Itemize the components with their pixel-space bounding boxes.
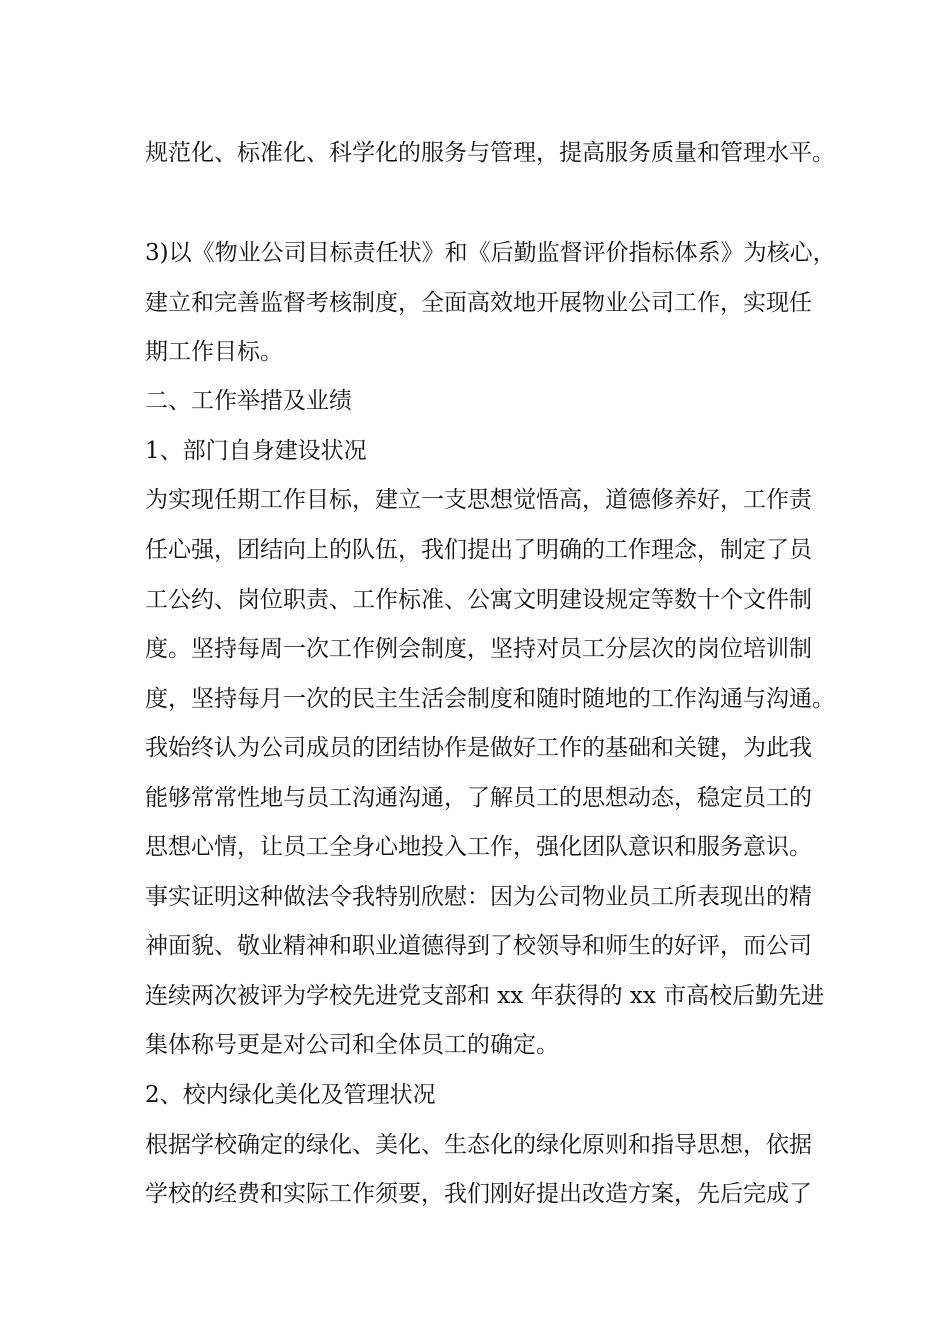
paragraph-line: 连续两次被评为学校先进党支部和 xx 年获得的 xx 市高校后勤先进 bbox=[145, 983, 825, 1009]
paragraph-line: 根据学校确定的绿化、美化、生态化的绿化原则和指导思想，依据 bbox=[145, 1132, 812, 1158]
paragraph-line: 学校的经费和实际工作须要，我们刚好提出改造方案，先后完成了 bbox=[145, 1181, 812, 1207]
paragraph-line: 工公约、岗位职责、工作标准、公寓文明建设规定等数十个文件制 bbox=[145, 587, 812, 613]
paragraph-line: 思想心情，让员工全身心地投入工作，强化团队意识和服务意识。 bbox=[145, 834, 812, 860]
subsection-heading: 2、校内绿化美化及管理状况 bbox=[145, 1082, 436, 1108]
paragraph-line: 我始终认为公司成员的团结协作是做好工作的基础和关键，为此我 bbox=[145, 735, 812, 761]
paragraph-line: 期工作目标。 bbox=[145, 339, 283, 365]
paragraph-line: 3)以《物业公司目标责任状》和《后勤监督评价指标体系》为核心， bbox=[145, 240, 836, 266]
paragraph-line: 事实证明这种做法令我特别欣慰：因为公司物业员工所表现出的精 bbox=[145, 884, 812, 910]
paragraph-line: 神面貌、敬业精神和职业道德得到了校领导和师生的好评，而公司 bbox=[145, 933, 812, 959]
subsection-heading: 1、部门自身建设状况 bbox=[145, 438, 367, 464]
paragraph-line: 集体称号更是对公司和全体员工的确定。 bbox=[145, 1032, 559, 1058]
paragraph-line: 规范化、标准化、科学化的服务与管理，提高服务质量和管理水平。 bbox=[145, 140, 835, 166]
paragraph-line: 任心强，团结向上的队伍，我们提出了明确的工作理念，制定了员 bbox=[145, 537, 812, 563]
paragraph-line: 能够常常性地与员工沟通沟通，了解员工的思想动态，稳定员工的 bbox=[145, 785, 812, 811]
paragraph-line: 度，坚持每月一次的民主生活会制度和随时随地的工作沟通与沟通。 bbox=[145, 686, 835, 712]
paragraph-line: 度。坚持每周一次工作例会制度，坚持对员工分层次的岗位培训制 bbox=[145, 636, 812, 662]
section-heading: 二、工作举措及业绩 bbox=[145, 388, 352, 414]
paragraph-line: 为实现任期工作目标，建立一支思想觉悟高，道德修养好，工作责 bbox=[145, 487, 812, 513]
paragraph-line: 建立和完善监督考核制度，全面高效地开展物业公司工作，实现任 bbox=[145, 290, 812, 316]
